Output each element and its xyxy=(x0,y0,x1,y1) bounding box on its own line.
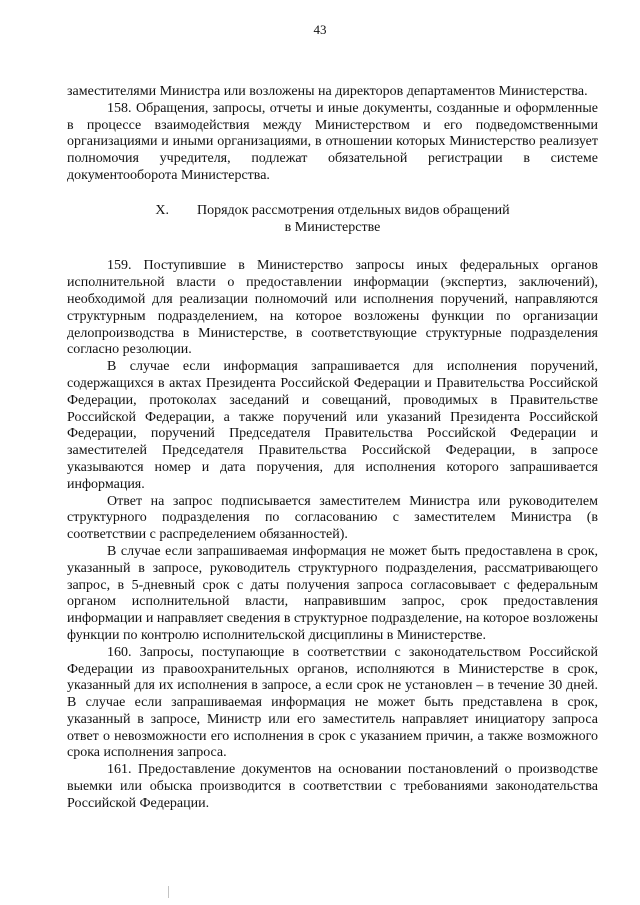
section-title-line1: Порядок рассмотрения отдельных видов обращений xyxy=(196,202,510,218)
scan-artifact-mark xyxy=(168,886,169,898)
paragraph-continuation: заместителями Министра или возложены на директоров департаментов Министерства. xyxy=(67,84,588,99)
section-title-line2: в Министерстве xyxy=(284,219,381,235)
paragraph-159-deadline: В случае если запрашиваемая информация не может быть предоставлена в срок, указанный в запросе, руководитель структурного подразделения, рассматривающего запрос, в 5-дневный срок с даты получения запроса согласовывает с федеральным органом исполнительной власти, направившим запрос, срок предоставления информации и направляет сведения в структурное подразделение, на которое возложены функции по контролю исполнительской дисциплины в Министерстве. xyxy=(67,543,598,643)
paragraph-158: 158. Обращения, запросы, отчеты и иные документы, созданные и оформленные в процессе взаимодействия между Министерством и его подведомственными организациями и иными организациями, в отношении которых Министерство реализует полномочия учредителя, подлежат обязательной регистрации в системе документооборота Министерства. xyxy=(67,100,598,183)
page-number: 43 xyxy=(313,22,327,37)
paragraph-159: 159. Поступившие в Министерство запросы иных федеральных органов исполнительной власти о предоставлении информации (экспертиз, заключений), необходимой для реализации полномочий или исполнения поручений, направляются структурным подразделением, на которое возложены функции по организации делопроизводства в Министерстве, в соответствующие структурные подразделения согласно резолюции. xyxy=(67,258,598,358)
paragraph-161: 161. Предоставление документов на основании постановлений о производстве выемки или обыска производится в соответствии с требованиями законодательства Российской Федерации. xyxy=(67,762,598,811)
paragraph-159-answer-signing: Ответ на запрос подписывается заместителем Министра или руководителем структурного подразделения по согласованию с заместителем Министра (в соответствии с распределением обязанностей). xyxy=(67,493,598,543)
paragraph-160: 160. Запросы, поступающие в соответствии с законодательством Российской Федерации из правоохранительных органов, исполняются в Министерстве в срок, указанный для их исполнения в запросе, а если срок не установлен – в течение 30 дней. В случае если запрашиваемая информация не может быть представлена в срок, указанный в запросе, Министр или его заместитель направляет инициатору запроса ответ о невозможности его исполнения в срок с указанием причин, а также возможного срока исполнения запроса. xyxy=(67,644,598,761)
section-heading-line1 xyxy=(67,203,598,220)
section-number: X. xyxy=(155,202,169,218)
document-body xyxy=(67,84,598,813)
section-heading xyxy=(67,203,598,237)
paragraph-159-info-request: В случае если информация запрашивается для исполнения поручений, содержащихся в актах Президента Российской Федерации и Правительства Российской Федерации, протоколах заседаний и совещаний, проводимых в Правительстве Российской Федерации, а также поручений или указаний Президента Российской Федерации, поручений Председателя Правительства Российской Федерации и заместителей Председателя Правительства Российской Федерации, в запросе указываются номер и дата поручения, для исполнения которого запрашивается информация. xyxy=(67,359,598,492)
